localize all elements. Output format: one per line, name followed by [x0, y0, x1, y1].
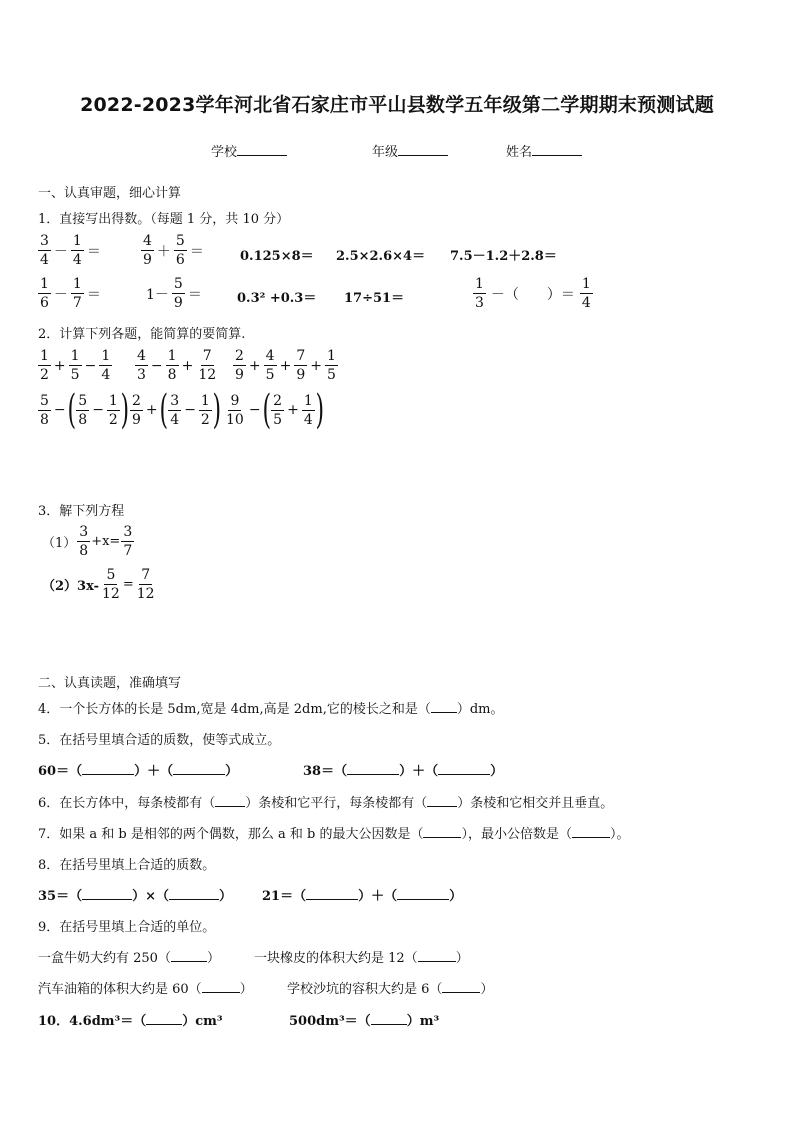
- q2-expr-3: $\frac{2}{9}$ + $\frac{4}{5}$ + $\frac{7}{9}$ + $\frac{1}{5}$: [235, 348, 336, 383]
- question-5: 5．在括号里填合适的质数，使等式成立。: [38, 733, 281, 748]
- grade-label: 年级: [372, 145, 399, 160]
- answer-blank[interactable]: [442, 979, 480, 993]
- fraction: $\frac{5}{6}$: [175, 233, 185, 268]
- answer-blank[interactable]: [171, 948, 207, 962]
- q8-equation-2: 21＝（ ）＋（ ）: [262, 885, 462, 904]
- school-field[interactable]: [211, 141, 287, 160]
- answer-blank[interactable]: [371, 1011, 407, 1025]
- name-field[interactable]: [506, 141, 582, 160]
- answer-blank[interactable]: [306, 886, 358, 900]
- q1-expr-6: $\frac{1}{6}$ － $\frac{1}{7}$ ＝: [40, 276, 101, 311]
- equation-1: （1） $\frac{3}{8}$ +x= $\frac{3}{7}$: [42, 524, 133, 559]
- q9-item-3: 汽车油箱的体积大约是 60（ ）: [38, 978, 253, 997]
- q8-equation-1: 35＝（ ）×（ ）: [38, 885, 232, 904]
- question-6: 6．在长方体中，每条棱都有（ ）条棱和它平行，每条棱都有（ ）条棱和它相交并且垂直。: [38, 792, 613, 811]
- answer-blank[interactable]: [169, 886, 219, 900]
- question-3: 3．解下列方程: [38, 504, 125, 519]
- name-blank[interactable]: [532, 143, 582, 156]
- answer-blank[interactable]: [431, 699, 457, 713]
- answer-blank[interactable]: [146, 1011, 182, 1025]
- school-label: 学校: [211, 145, 238, 160]
- question-2: 2．计算下列各题，能简算的要简算.: [38, 327, 246, 342]
- q2-expr-2: $\frac{4}{3}$ − $\frac{1}{8}$ + $\frac{7}{12}$: [137, 348, 217, 383]
- answer-blank[interactable]: [572, 824, 610, 838]
- fraction: $\frac{1}{4}$: [581, 276, 591, 311]
- q9-item-4: 学校沙坑的容积大约是 6（ ）: [287, 978, 493, 997]
- answer-blank[interactable]: [173, 761, 225, 775]
- q1-expr-2: $\frac{4}{9}$ ＋ $\frac{5}{6}$ ＝: [143, 233, 204, 268]
- question-1: 1．直接写出得数。（每题 1 分，共 10 分）: [38, 212, 290, 227]
- grade-blank[interactable]: [398, 143, 448, 156]
- q1-expr-9: 17÷51＝: [344, 291, 405, 306]
- question-9: 9．在括号里填上合适的单位。: [38, 920, 216, 935]
- q5-equation-2: 38＝（ ）＋（ ）: [303, 760, 503, 779]
- q9-item-2: 一块橡皮的体积大约是 12（ ）: [254, 947, 469, 966]
- answer-blank[interactable]: [427, 793, 457, 807]
- q2-expr-5: $\frac{2}{9}$ + ( $\frac{3}{4}$ − $\frac{1}{2}$ ): [132, 387, 221, 433]
- fraction: $\frac{1}{6}$: [40, 276, 49, 311]
- q1-expr-8: 0.3² +0.3＝: [237, 291, 317, 306]
- fraction: $\frac{1}{3}$: [475, 276, 484, 311]
- question-10-part-1: 10．4.6dm³＝（ ）cm³: [38, 1010, 223, 1029]
- answer-blank[interactable]: [82, 761, 134, 775]
- answer-blank[interactable]: [423, 824, 461, 838]
- q2-expr-6: $\frac{9}{10}$ − ( $\frac{2}{5}$ + $\frac{1}{4}$ ): [226, 387, 324, 433]
- grade-field[interactable]: [372, 141, 448, 160]
- answer-blank[interactable]: [215, 793, 245, 807]
- q1-expr-3: 0.125×8＝: [240, 249, 314, 264]
- answer-blank[interactable]: [82, 886, 132, 900]
- q1-expr-5: 7.5－1.2＋2.8＝: [450, 249, 557, 264]
- q2-expr-4: $\frac{5}{8}$ − ( $\frac{5}{8}$ − $\frac{1}{2}$ ): [40, 387, 129, 433]
- q1-expr-4: 2.5×2.6×4＝: [336, 249, 426, 264]
- fraction: $\frac{1}{4}$: [72, 233, 82, 268]
- name-label: 姓名: [506, 145, 533, 160]
- q5-equation-1: 60＝（ ）＋（ ）: [38, 760, 238, 779]
- section2-heading: 二、认真读题，准确填写: [38, 676, 182, 691]
- q9-item-1: 一盒牛奶大约有 250（ ）: [38, 947, 220, 966]
- equation-2: （2）3x- $\frac{5}{12}$ = $\frac{7}{12}$: [42, 567, 155, 602]
- school-blank[interactable]: [237, 143, 287, 156]
- answer-blank[interactable]: [347, 761, 399, 775]
- answer-blank[interactable]: [418, 948, 456, 962]
- fraction: $\frac{4}{9}$: [143, 233, 152, 268]
- page-title: 2022-2023学年河北省石家庄市平山县数学五年级第二学期期末预测试题: [80, 94, 714, 116]
- fraction: $\frac{3}{4}$: [40, 233, 49, 268]
- q1-expr-7: 1－ $\frac{5}{9}$ ＝: [146, 276, 202, 311]
- q2-expr-1: $\frac{1}{2}$ + $\frac{1}{5}$ − $\frac{1}{4}$: [40, 348, 111, 383]
- answer-blank[interactable]: [202, 979, 240, 993]
- answer-blank[interactable]: [397, 886, 449, 900]
- fraction: $\frac{1}{7}$: [72, 276, 82, 311]
- fraction: $\frac{5}{9}$: [173, 276, 183, 311]
- question-4: 4．一个长方体的长是 5dm,宽是 4dm,高是 2dm,它的棱长之和是（ ）dm。: [38, 698, 503, 717]
- question-10-part-2: 500dm³＝（ ）m³: [289, 1010, 439, 1029]
- question-8: 8．在括号里填上合适的质数。: [38, 858, 216, 873]
- q1-expr-10: $\frac{1}{3}$ －（ ）＝ $\frac{1}{4}$: [475, 276, 591, 311]
- q1-expr-1: $\frac{3}{4}$ － $\frac{1}{4}$ ＝: [40, 233, 101, 268]
- section1-heading: 一、认真审题，细心计算: [38, 186, 182, 201]
- answer-blank[interactable]: [438, 761, 490, 775]
- question-7: 7．如果 a 和 b 是相邻的两个偶数，那么 a 和 b 的最大公因数是（ ），最小公倍数是（ ）。: [38, 823, 630, 842]
